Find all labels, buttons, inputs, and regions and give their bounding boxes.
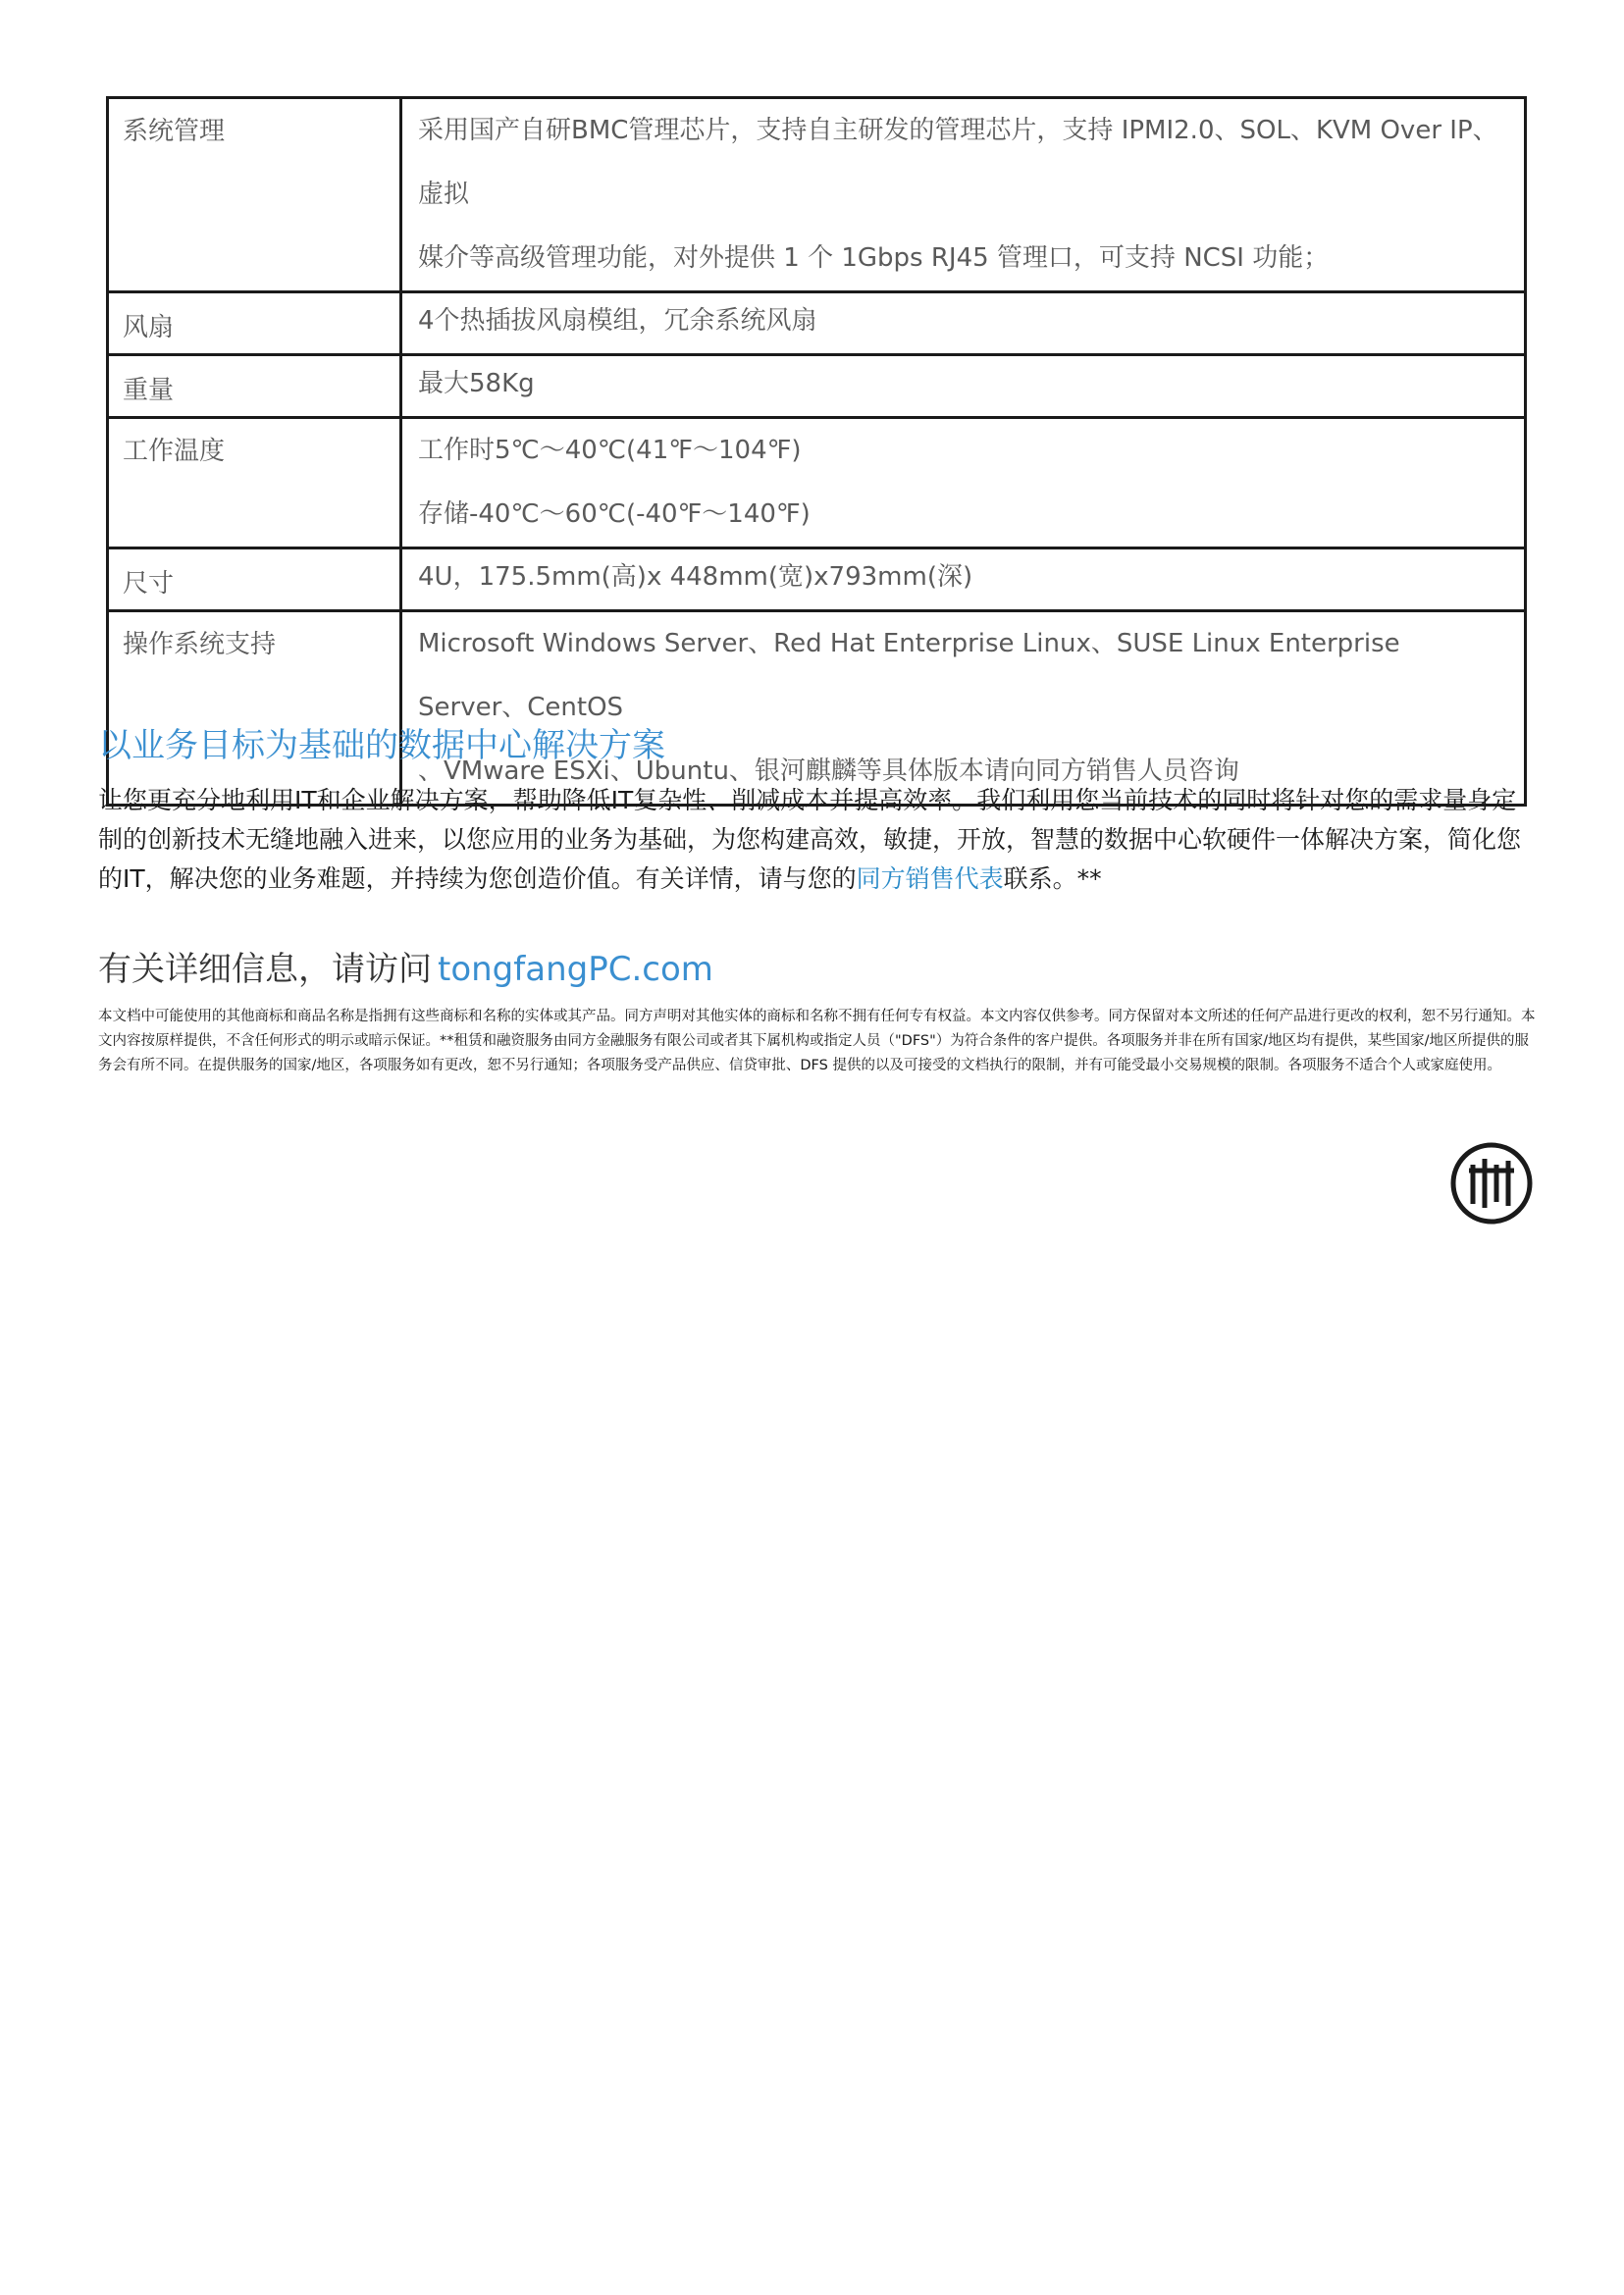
spec-label: 风扇 <box>108 292 401 355</box>
spec-value-line: 4个热插拔风扇模组，冗余系统风扇 <box>418 306 817 336</box>
solution-title: 以业务目标为基础的数据中心解决方案 <box>98 726 665 765</box>
spec-value-line: 最大58Kg <box>418 369 535 398</box>
sales-rep-link[interactable]: 同方销售代表 <box>856 864 1004 893</box>
spec-value-line: 4U，175.5mm(高)x 448mm(宽)x793mm(深) <box>418 562 973 592</box>
spec-row-fan <box>108 292 1526 355</box>
spec-value <box>401 611 1526 806</box>
spec-value <box>401 418 1526 548</box>
website-link[interactable]: tongfangPC.com <box>438 950 713 989</box>
spec-label: 操作系统支持 <box>108 611 401 806</box>
spec-table <box>106 96 1527 807</box>
spec-label: 工作温度 <box>108 418 401 548</box>
spec-value-line: 存储-40℃～60℃(-40℉～140℉) <box>418 499 811 529</box>
spec-value <box>401 98 1526 292</box>
spec-label: 重量 <box>108 355 401 418</box>
solution-body <box>98 781 1536 899</box>
spec-value-line: 媒介等高级管理功能，对外提供 1 个 1Gbps RJ45 管理口，可支持 NCSI 功能； <box>418 243 1330 273</box>
solution-body-text: 让您更充分地利用IT和企业解决方案，帮助降低IT复杂性、削减成本并提高效率。我们利用您当前技术的同时将针对您的需求量身定制的创新技术无缝地融入进来，以您应用的业务为基础，为您构建高效，敏捷，开放，智慧的数据中心软硬件一体解决方案，简化您的IT，解决您的业务难题，并持续为您创造价值。有关详情，请与您的 <box>98 786 1522 893</box>
spec-value-line: 采用国产自研BMC管理芯片，支持自主研发的管理芯片，支持 IPMI2.0、SOL、KVM Over IP、虚拟 <box>418 116 1498 209</box>
spec-row-weight <box>108 355 1526 418</box>
solution-body-end: 联系。** <box>1003 864 1102 893</box>
tongfang-logo-icon <box>1449 1141 1534 1226</box>
spec-value-line: 工作时5℃～40℃(41℉～104℉) <box>418 436 802 465</box>
spec-row-dimensions <box>108 548 1526 611</box>
more-info-heading <box>98 942 713 990</box>
spec-value <box>401 292 1526 355</box>
spec-value-line: Microsoft Windows Server、Red Hat Enterprise Linux、SUSE Linux Enterprise Server、CentOS <box>418 629 1400 722</box>
spec-label: 尺寸 <box>108 548 401 611</box>
spec-row-temperature <box>108 418 1526 548</box>
spec-row-os-support <box>108 611 1526 806</box>
more-info-prefix: 有关详细信息，请访问 <box>98 950 432 989</box>
disclaimer-text: 本文档中可能使用的其他商标和商品名称是指拥有这些商标和名称的实体或其产品。同方声明对其他实体的商标和名称不拥有任何专有权益。本文内容仅供参考。同方保留对本文所述的任何产品进行更改的权利，恕不另行通知。本文内容按原样提供，不含任何形式的明示或暗示保证。**租赁和融资服务由同方金融服务有限公司或者其下属机构或指定人员（"DFS"）为符合条件的客户提供。各项服务并非在所有国家/地区均有提供，某些国家/地区所提供的服务会有所不同。在提供服务的国家/地区，各项服务如有更改，恕不另行通知；各项服务受产品供应、信贷审批、DFS 提供的以及可接受的文档执行的限制，并有可能受最小交易规模的限制。各项服务不适合个人或家庭使用。 <box>98 1009 1536 1073</box>
spec-value <box>401 355 1526 418</box>
spec-value-line: 、VMware ESXi、Ubuntu、银河麒麟等具体版本请向同方销售人员咨询 <box>418 756 1239 786</box>
spec-row-system-management <box>108 98 1526 292</box>
spec-label: 系统管理 <box>108 98 401 292</box>
spec-value <box>401 548 1526 611</box>
